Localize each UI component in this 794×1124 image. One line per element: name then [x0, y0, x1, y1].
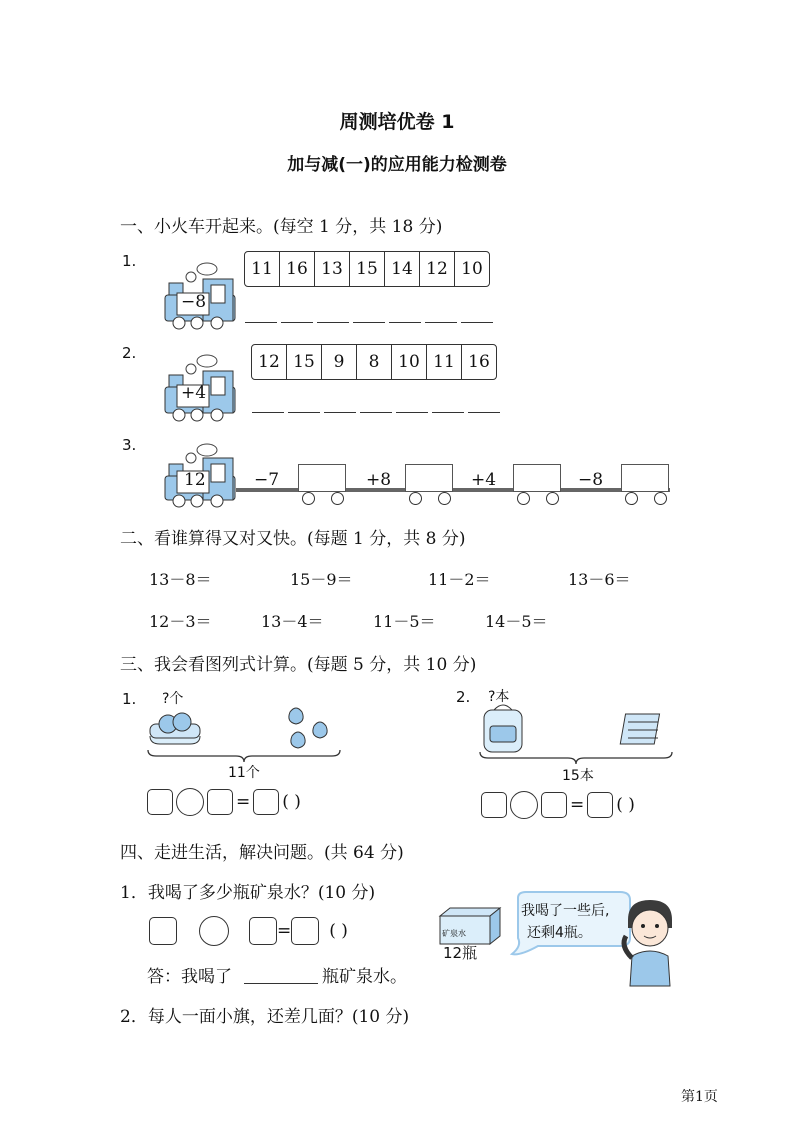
wagon-wheel: [331, 492, 344, 505]
answer-box[interactable]: [207, 789, 233, 815]
sequence-cell: 16: [468, 352, 490, 372]
sequence-cell: 16: [280, 252, 315, 286]
equals-sign: =: [236, 792, 251, 812]
train3-number: 3.: [122, 436, 137, 454]
train3-op-4: −8: [578, 470, 604, 490]
sequence-cell: 12: [420, 252, 455, 286]
answer-box[interactable]: [249, 917, 277, 945]
exercise: 14－5＝: [485, 612, 548, 631]
train3-start-value: 12: [184, 470, 206, 490]
answer-box[interactable]: [587, 792, 613, 818]
equals-sign: =: [277, 921, 292, 941]
p1-number: 1.: [122, 690, 137, 708]
answer-blank[interactable]: [461, 322, 493, 323]
exercise: 11－2＝: [428, 570, 491, 589]
sequence-cell: 15: [350, 252, 385, 286]
exercise: 11－5＝: [373, 612, 436, 631]
q2-title: 2．每人一面小旗，还差几面？(10 分): [120, 1007, 410, 1027]
page-subtitle: 加与减(一)的应用能力检测卷: [287, 155, 507, 175]
p2-picture: [478, 700, 674, 768]
operator-circle[interactable]: [199, 916, 229, 946]
answer-blank[interactable]: [425, 322, 457, 323]
water-box-label: 矿泉水: [442, 929, 466, 938]
section2-heading: 二、看谁算得又对又快。(每题 1 分，共 8 分): [120, 529, 466, 549]
answer-blank[interactable]: [252, 412, 284, 413]
wagon-answer-box[interactable]: [405, 464, 453, 492]
train3-op-2: +8: [366, 470, 392, 490]
sequence-cell: 15: [287, 345, 322, 379]
answer-box[interactable]: [291, 917, 319, 945]
answer-blank[interactable]: [324, 412, 356, 413]
answer-box[interactable]: [149, 917, 177, 945]
unit-paren[interactable]: ( ): [282, 792, 301, 812]
answer-box[interactable]: [481, 792, 507, 818]
boy-icon: [614, 896, 688, 988]
wagon-answer-box[interactable]: [298, 464, 346, 492]
p1-picture: [146, 700, 342, 764]
p1-unknown-label: ?个: [162, 691, 184, 707]
page-title: 周测培优卷 1: [339, 111, 455, 133]
answer-blank[interactable]: [245, 322, 277, 323]
sequence-cell: 11: [427, 345, 462, 379]
p1-equation[interactable]: [147, 788, 301, 816]
sequence-cell: 11: [245, 252, 280, 286]
answer-box[interactable]: [253, 789, 279, 815]
p2-number: 2.: [456, 688, 471, 706]
train2-number: 2.: [122, 344, 137, 362]
answer-blank[interactable]: [317, 322, 349, 323]
page-number: 第1页: [681, 1089, 718, 1105]
wagon-wheel: [654, 492, 667, 505]
section4-heading: 四、走进生活，解决问题。(共 64 分): [120, 843, 404, 863]
wagon-wheel: [409, 492, 422, 505]
water-box-icon: [438, 906, 502, 946]
answer-box[interactable]: [147, 789, 173, 815]
answer-blank[interactable]: [281, 322, 313, 323]
wagon-wheel: [625, 492, 638, 505]
answer-blank[interactable]: [468, 412, 500, 413]
exercise: 13－4＝: [261, 612, 324, 631]
exercise: 15－9＝: [290, 570, 353, 589]
bubble-line2: 还剩4瓶。: [527, 925, 592, 941]
p1-total-label: 11个: [228, 765, 260, 781]
sequence-cell: 12: [252, 345, 287, 379]
p2-unknown-label: ?本: [488, 689, 510, 705]
q1-title: 1．我喝了多少瓶矿泉水？(10 分): [120, 883, 376, 903]
answer-blank[interactable]: [288, 412, 320, 413]
train1-answer-blanks[interactable]: [245, 322, 493, 323]
operator-circle[interactable]: [510, 791, 538, 819]
exercise: 13－6＝: [568, 570, 631, 589]
answer-blank[interactable]: [360, 412, 392, 413]
q1-answer-prefix: 答：我喝了: [147, 967, 232, 987]
equals-sign: =: [570, 795, 585, 815]
train1-sequence: [244, 251, 490, 287]
operator-circle[interactable]: [176, 788, 204, 816]
exercise: 13－8＝: [149, 570, 212, 589]
train1-number: 1.: [122, 252, 137, 270]
sequence-cell: 10: [461, 259, 483, 279]
train2-operator: +4: [181, 383, 207, 403]
sequence-cell: 13: [315, 252, 350, 286]
p2-total-label: 15本: [562, 768, 594, 784]
answer-box[interactable]: [541, 792, 567, 818]
train2-sequence: [251, 344, 497, 380]
section1-heading: 一、小火车开起来。(每空 1 分，共 18 分): [120, 217, 443, 237]
answer-blank[interactable]: [353, 322, 385, 323]
wagon-wheel: [438, 492, 451, 505]
train1-operator: −8: [181, 292, 207, 312]
sequence-cell: 10: [392, 345, 427, 379]
water-box-count: 12瓶: [443, 944, 478, 962]
sequence-cell: 9: [322, 345, 357, 379]
q1-equation[interactable]: [149, 916, 348, 946]
sequence-cell: 8: [357, 345, 392, 379]
train3-op-1: −7: [254, 470, 280, 490]
unit-paren[interactable]: ( ): [616, 795, 635, 815]
q1-answer-blank[interactable]: [244, 983, 318, 984]
wagon-wheel: [517, 492, 530, 505]
train2-answer-blanks[interactable]: [252, 412, 500, 413]
wagon-answer-box[interactable]: [621, 464, 669, 492]
wagon-wheel: [302, 492, 315, 505]
answer-blank[interactable]: [432, 412, 464, 413]
train3-op-3: +4: [471, 470, 497, 490]
wagon-answer-box[interactable]: [513, 464, 561, 492]
unit-paren[interactable]: ( ): [329, 921, 348, 941]
answer-blank[interactable]: [396, 412, 428, 413]
section3-heading: 三、我会看图列式计算。(每题 5 分，共 10 分): [120, 655, 477, 675]
p2-equation[interactable]: [481, 791, 635, 819]
wagon-wheel: [546, 492, 559, 505]
sequence-cell: 14: [385, 252, 420, 286]
answer-blank[interactable]: [389, 322, 421, 323]
exercise: 12－3＝: [149, 612, 212, 631]
bubble-line1: 我喝了一些后,: [521, 903, 610, 919]
q1-answer-suffix: 瓶矿泉水。: [322, 967, 407, 987]
